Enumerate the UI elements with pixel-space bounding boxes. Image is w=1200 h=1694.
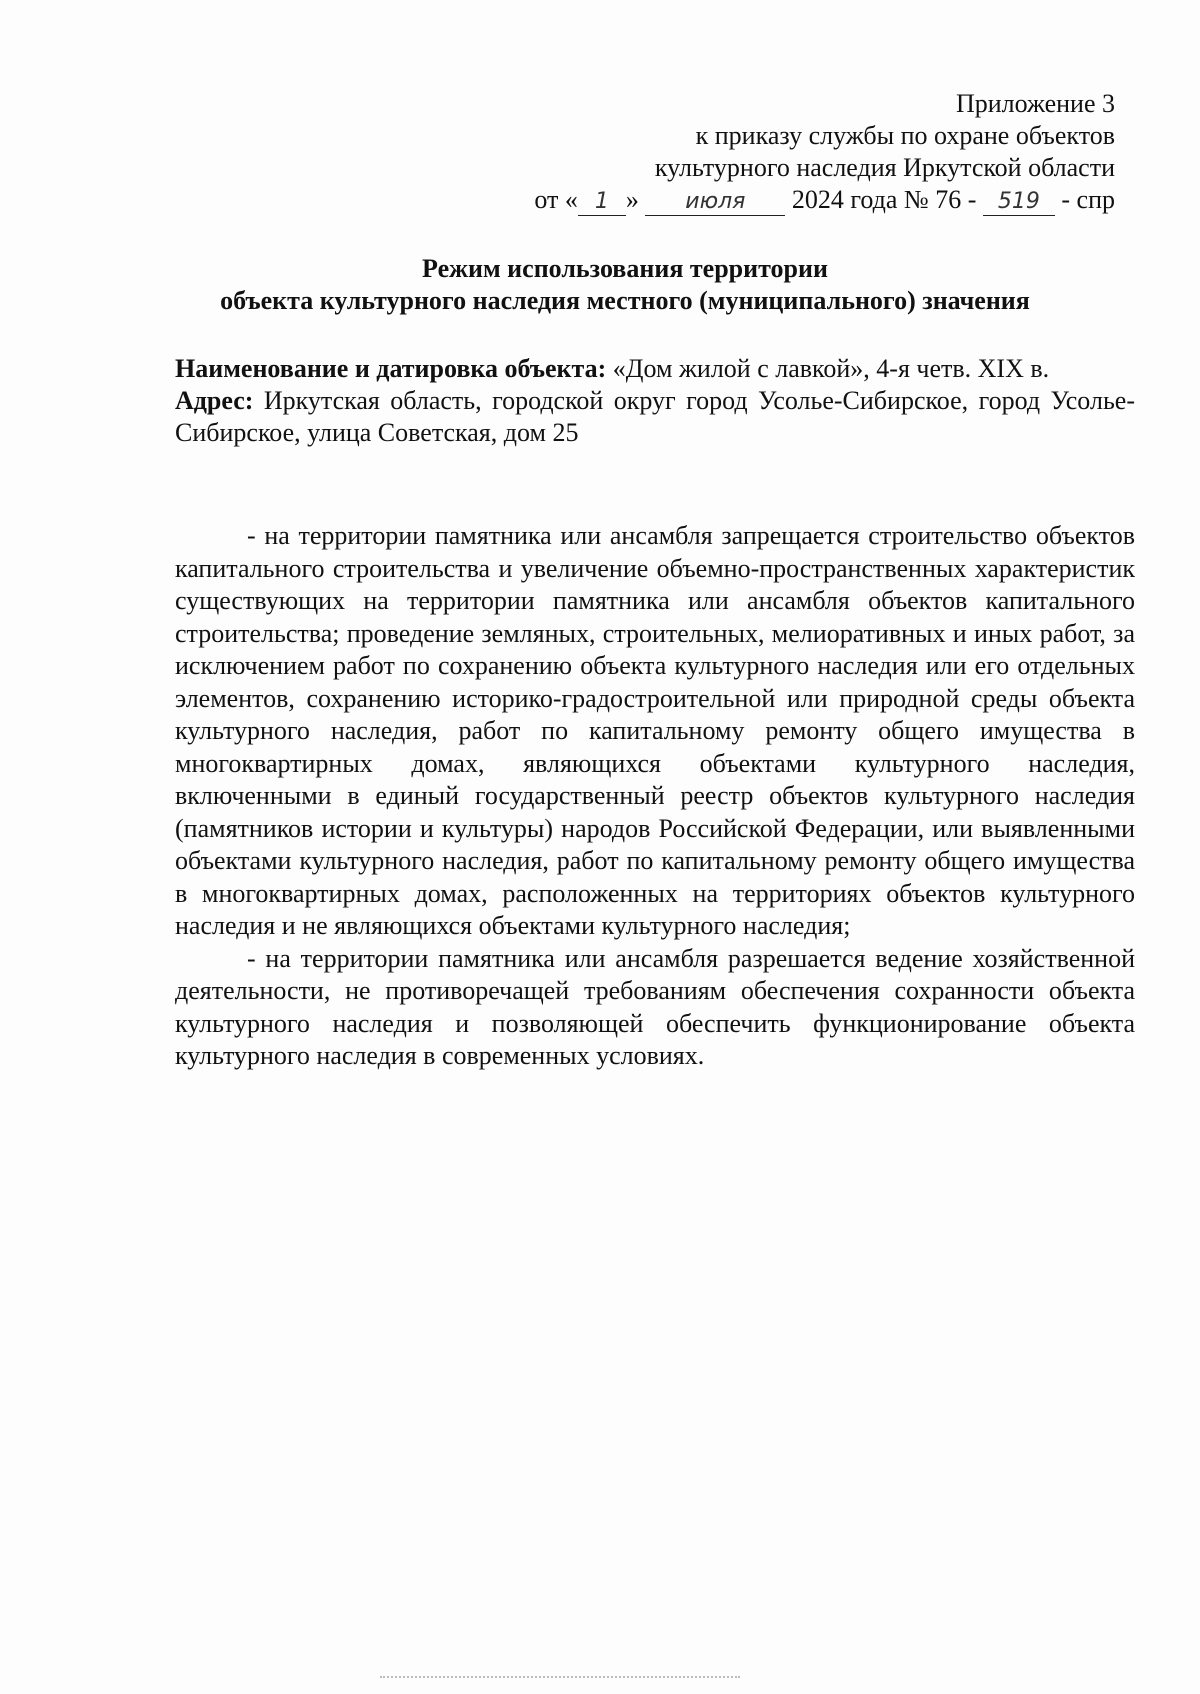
document-title (150, 253, 1100, 317)
appendix-header (534, 88, 1115, 216)
date-prefix: от « (534, 185, 578, 214)
handwritten-month: июля (645, 189, 785, 216)
order-date-line (534, 184, 1115, 216)
object-name-value: «Дом жилой с лавкой», 4-я четв. XIX в. (612, 354, 1050, 383)
object-name-paragraph (175, 353, 1135, 385)
rule-permitted: - на территории памятника или ансамбля разрешается ведение хозяйственной деятельности, не противоречащей требованиям обеспечения сохранности объекта культурного наследия и позволяющей обеспечить функционирование объекта культурного наследия в современных условиях. (175, 943, 1135, 1070)
appendix-order-ref: к приказу службы по охране объектов (695, 121, 1115, 150)
usage-rules (175, 520, 1135, 1073)
date-quote-close: » (625, 185, 639, 214)
object-name-label: Наименование и датировка объекта: (175, 354, 607, 383)
date-year-text: 2024 года № 76 - (791, 185, 977, 214)
object-address-paragraph (175, 385, 1135, 449)
handwritten-day: 1 (578, 189, 626, 216)
object-address-label: Адрес: (175, 386, 254, 415)
scan-noise-divider (380, 1676, 740, 1680)
title-line-1: Режим использования территории (422, 254, 828, 283)
appendix-authority: культурного наследия Иркутской области (654, 153, 1115, 182)
rule-prohibited: - на территории памятника или ансамбля запрещается строительство объектов капитального строительства и увеличение объемно-пространственных характеристик существующих на территории памятника или ансамбля объектов капитального строительства; проведение земляных, строительных, мелиоративных и иных работ, за исключением работ по сохранению объекта культурного наследия или его отдельных элементов, сохранению историко-градостроительной или природной среды объекта культурного наследия, работ по капитальному ремонту общего имущества в многоквартирных домах, являющихся объектами культурного наследия, включенными в единый государственный реестр объектов культурного наследия (памятников истории и культуры) народов Российской Федерации, или выявленными объектами культурного наследия, работ по капитальному ремонту общего имущества в многоквартирных домах, расположенных на территориях объектов культурного наследия и не являющихся объектами культурного наследия; (175, 521, 1135, 940)
title-line-2: объекта культурного наследия местного (муниципального) значения (220, 286, 1030, 315)
object-details (175, 353, 1135, 449)
handwritten-order-number: 519 (983, 189, 1055, 216)
object-address-value: Иркутская область, городской округ город Усолье-Сибирское, город Усолье-Сибирское, улица Советская, дом 25 (175, 386, 1135, 447)
order-suffix: - спр (1061, 185, 1115, 214)
appendix-number: Приложение 3 (955, 89, 1115, 118)
